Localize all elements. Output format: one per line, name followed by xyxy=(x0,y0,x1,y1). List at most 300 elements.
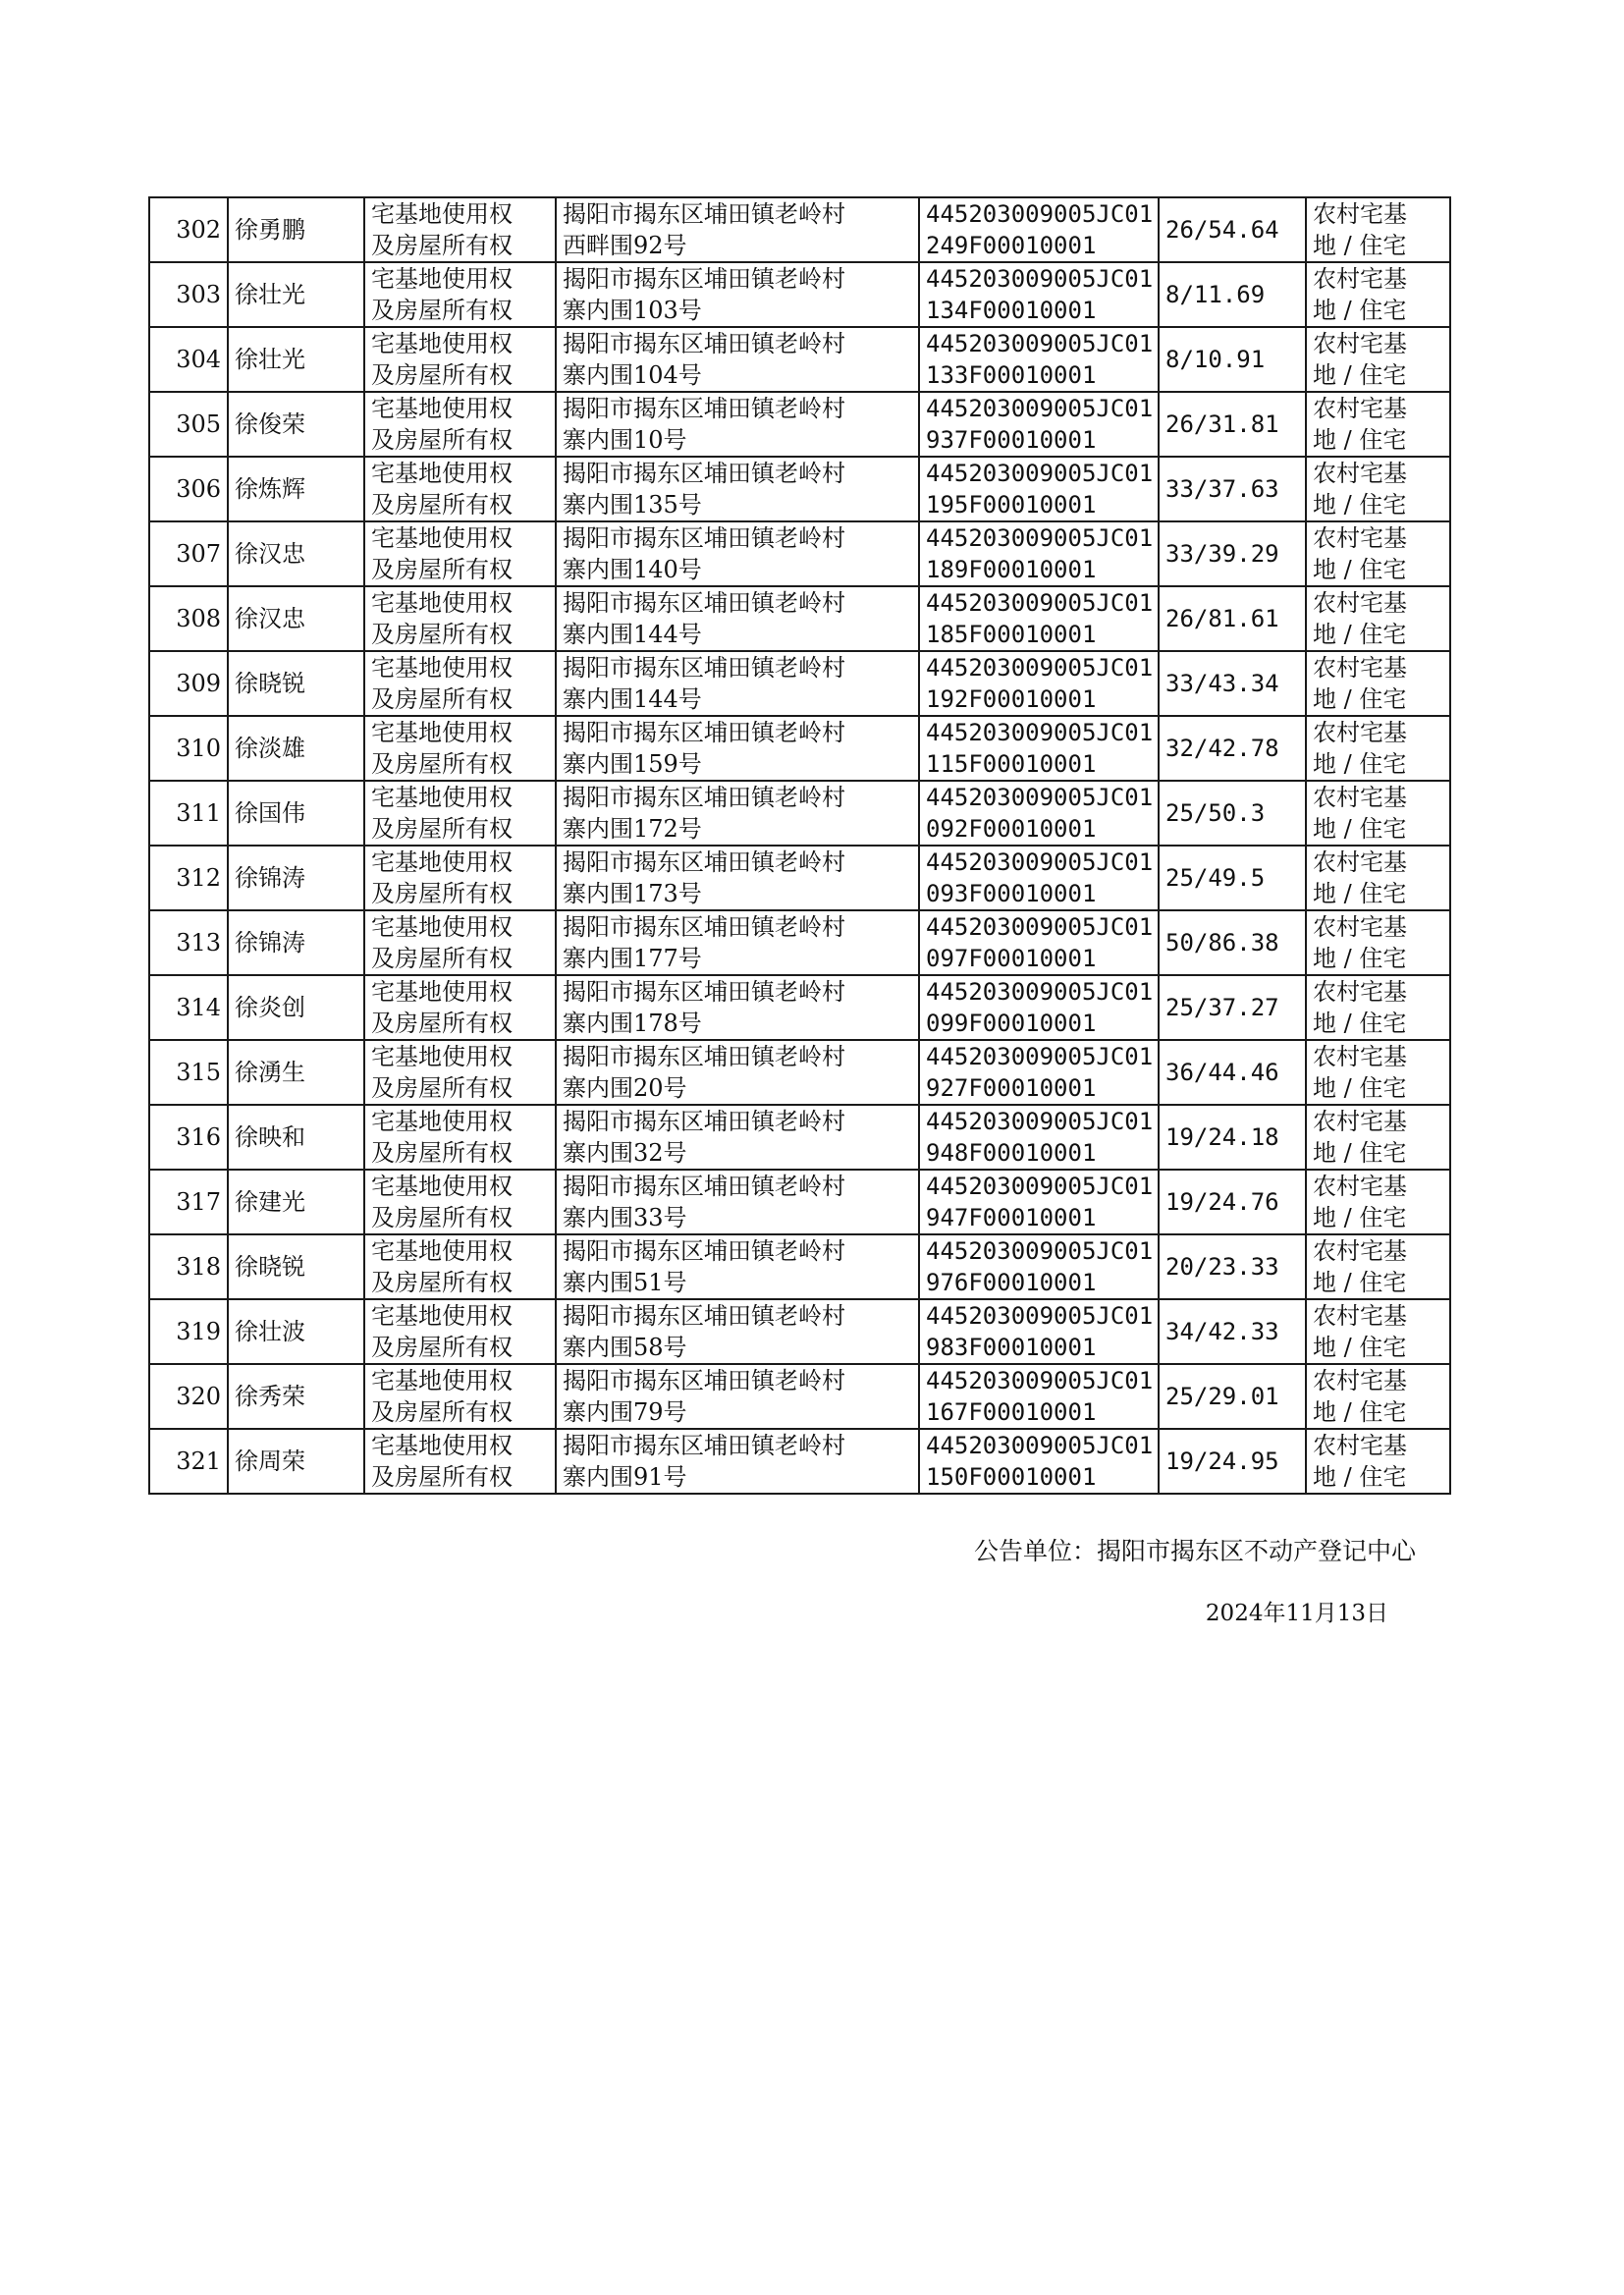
table-row xyxy=(149,716,1450,781)
table-row xyxy=(149,457,1450,521)
land-use-cell xyxy=(1306,262,1450,327)
land-use-cell xyxy=(1306,586,1450,651)
land-use-cell-line2: 地 / 住宅 xyxy=(1313,1398,1407,1426)
property-location-cell xyxy=(556,1234,919,1299)
property-location-cell-line2: 寨内围10号 xyxy=(563,426,687,454)
property-location-cell-line2: 寨内围103号 xyxy=(563,297,702,324)
table-row xyxy=(149,1299,1450,1364)
land-use-cell-line1: 农村宅基 xyxy=(1313,1237,1407,1265)
right-type-cell-line1: 宅基地使用权 xyxy=(371,460,513,487)
unit-number-cell xyxy=(919,392,1159,457)
property-location-cell-line1: 揭阳市揭东区埔田镇老岭村 xyxy=(563,395,845,422)
land-use-cell xyxy=(1306,910,1450,975)
unit-number-cell-line2: 134F00010001 xyxy=(926,297,1097,324)
land-use-cell-line1: 农村宅基 xyxy=(1313,848,1407,876)
unit-number-cell-line2: 150F00010001 xyxy=(926,1463,1097,1491)
area-cell: 19/24.18 xyxy=(1159,1105,1306,1170)
unit-number-cell xyxy=(919,1040,1159,1105)
land-use-cell xyxy=(1306,846,1450,910)
property-location-cell xyxy=(556,781,919,846)
right-type-cell-line2: 及房屋所有权 xyxy=(371,556,513,583)
right-type-cell xyxy=(364,1234,556,1299)
land-use-cell-line2: 地 / 住宅 xyxy=(1313,361,1407,389)
property-location-cell-line2: 寨内围135号 xyxy=(563,491,702,519)
right-type-cell-line2: 及房屋所有权 xyxy=(371,1074,513,1102)
right-type-cell-line2: 及房屋所有权 xyxy=(371,945,513,972)
property-location-cell xyxy=(556,197,919,262)
table-row xyxy=(149,975,1450,1040)
area-cell: 33/39.29 xyxy=(1159,521,1306,586)
right-type-cell-line2: 及房屋所有权 xyxy=(371,815,513,843)
unit-number-cell-line1: 445203009005JC01 xyxy=(926,1302,1154,1330)
area-cell: 19/24.76 xyxy=(1159,1170,1306,1234)
property-location-cell-line1: 揭阳市揭东区埔田镇老岭村 xyxy=(563,1173,845,1200)
unit-number-cell-line2: 093F00010001 xyxy=(926,880,1097,907)
owner-name-cell: 徐周荣 xyxy=(228,1429,364,1494)
unit-number-cell-line2: 947F00010001 xyxy=(926,1204,1097,1231)
unit-number-cell-line1: 445203009005JC01 xyxy=(926,524,1154,552)
issuer-label: 公告单位：揭阳市揭东区不动产登记中心 xyxy=(973,1537,1416,1565)
area-cell: 26/31.81 xyxy=(1159,392,1306,457)
property-location-cell-line2: 寨内围172号 xyxy=(563,815,702,843)
row-number-cell: 314 xyxy=(149,975,228,1040)
property-location-cell xyxy=(556,457,919,521)
unit-number-cell xyxy=(919,651,1159,716)
land-use-cell xyxy=(1306,521,1450,586)
property-location-cell xyxy=(556,1429,919,1494)
area-cell: 25/49.5 xyxy=(1159,846,1306,910)
table-row xyxy=(149,262,1450,327)
land-use-cell-line1: 农村宅基 xyxy=(1313,654,1407,682)
area-cell: 25/37.27 xyxy=(1159,975,1306,1040)
land-use-cell xyxy=(1306,327,1450,392)
right-type-cell-line1: 宅基地使用权 xyxy=(371,848,513,876)
unit-number-cell-line1: 445203009005JC01 xyxy=(926,1173,1154,1200)
property-location-cell-line1: 揭阳市揭东区埔田镇老岭村 xyxy=(563,978,845,1006)
right-type-cell-line2: 及房屋所有权 xyxy=(371,621,513,648)
unit-number-cell-line1: 445203009005JC01 xyxy=(926,200,1154,228)
unit-number-cell xyxy=(919,521,1159,586)
land-use-cell-line2: 地 / 住宅 xyxy=(1313,232,1407,259)
land-use-cell-line1: 农村宅基 xyxy=(1313,1302,1407,1330)
right-type-cell-line2: 及房屋所有权 xyxy=(371,685,513,713)
unit-number-cell-line1: 445203009005JC01 xyxy=(926,784,1154,811)
row-number-cell: 317 xyxy=(149,1170,228,1234)
unit-number-cell-line2: 115F00010001 xyxy=(926,750,1097,778)
area-cell: 26/54.64 xyxy=(1159,197,1306,262)
property-location-cell-line2: 寨内围58号 xyxy=(563,1334,687,1361)
row-number-cell: 313 xyxy=(149,910,228,975)
table-row xyxy=(149,1105,1450,1170)
table-row xyxy=(149,521,1450,586)
property-location-cell-line1: 揭阳市揭东区埔田镇老岭村 xyxy=(563,913,845,941)
land-use-cell-line1: 农村宅基 xyxy=(1313,1043,1407,1070)
unit-number-cell-line1: 445203009005JC01 xyxy=(926,1043,1154,1070)
area-cell: 32/42.78 xyxy=(1159,716,1306,781)
right-type-cell-line2: 及房屋所有权 xyxy=(371,1204,513,1231)
land-use-cell xyxy=(1306,781,1450,846)
land-use-cell-line1: 农村宅基 xyxy=(1313,200,1407,228)
unit-number-cell-line1: 445203009005JC01 xyxy=(926,848,1154,876)
land-use-cell-line2: 地 / 住宅 xyxy=(1313,297,1407,324)
right-type-cell xyxy=(364,1105,556,1170)
right-type-cell xyxy=(364,327,556,392)
land-use-cell xyxy=(1306,457,1450,521)
property-location-cell-line1: 揭阳市揭东区埔田镇老岭村 xyxy=(563,265,845,293)
area-cell: 8/11.69 xyxy=(1159,262,1306,327)
unit-number-cell-line2: 937F00010001 xyxy=(926,426,1097,454)
property-location-cell-line2: 寨内围32号 xyxy=(563,1139,687,1167)
table-row xyxy=(149,197,1450,262)
owner-name-cell: 徐晓锐 xyxy=(228,1234,364,1299)
row-number-cell: 311 xyxy=(149,781,228,846)
property-location-cell-line1: 揭阳市揭东区埔田镇老岭村 xyxy=(563,1302,845,1330)
land-use-cell xyxy=(1306,392,1450,457)
right-type-cell xyxy=(364,392,556,457)
land-use-cell xyxy=(1306,1170,1450,1234)
owner-name-cell: 徐炎创 xyxy=(228,975,364,1040)
property-location-cell-line1: 揭阳市揭东区埔田镇老岭村 xyxy=(563,848,845,876)
land-use-cell-line2: 地 / 住宅 xyxy=(1313,491,1407,519)
unit-number-cell-line1: 445203009005JC01 xyxy=(926,654,1154,682)
land-use-cell-line1: 农村宅基 xyxy=(1313,1367,1407,1394)
owner-name-cell: 徐建光 xyxy=(228,1170,364,1234)
right-type-cell-line1: 宅基地使用权 xyxy=(371,395,513,422)
property-location-cell-line1: 揭阳市揭东区埔田镇老岭村 xyxy=(563,524,845,552)
property-location-cell-line1: 揭阳市揭东区埔田镇老岭村 xyxy=(563,654,845,682)
land-use-cell-line2: 地 / 住宅 xyxy=(1313,1334,1407,1361)
right-type-cell-line1: 宅基地使用权 xyxy=(371,913,513,941)
right-type-cell-line2: 及房屋所有权 xyxy=(371,1139,513,1167)
right-type-cell-line1: 宅基地使用权 xyxy=(371,978,513,1006)
row-number-cell: 302 xyxy=(149,197,228,262)
land-use-cell-line2: 地 / 住宅 xyxy=(1313,750,1407,778)
land-use-cell xyxy=(1306,197,1450,262)
property-location-cell-line1: 揭阳市揭东区埔田镇老岭村 xyxy=(563,1237,845,1265)
unit-number-cell-line1: 445203009005JC01 xyxy=(926,265,1154,293)
area-cell: 33/43.34 xyxy=(1159,651,1306,716)
right-type-cell xyxy=(364,457,556,521)
land-use-cell-line1: 农村宅基 xyxy=(1313,460,1407,487)
right-type-cell-line1: 宅基地使用权 xyxy=(371,1302,513,1330)
area-cell: 8/10.91 xyxy=(1159,327,1306,392)
table-row xyxy=(149,327,1450,392)
unit-number-cell-line2: 097F00010001 xyxy=(926,945,1097,972)
owner-name-cell: 徐湧生 xyxy=(228,1040,364,1105)
right-type-cell xyxy=(364,846,556,910)
right-type-cell-line1: 宅基地使用权 xyxy=(371,1432,513,1459)
right-type-cell xyxy=(364,1170,556,1234)
land-use-cell-line2: 地 / 住宅 xyxy=(1313,880,1407,907)
unit-number-cell xyxy=(919,327,1159,392)
land-use-cell-line2: 地 / 住宅 xyxy=(1313,426,1407,454)
row-number-cell: 316 xyxy=(149,1105,228,1170)
right-type-cell-line2: 及房屋所有权 xyxy=(371,880,513,907)
property-location-cell-line2: 寨内围159号 xyxy=(563,750,702,778)
right-type-cell xyxy=(364,975,556,1040)
right-type-cell-line2: 及房屋所有权 xyxy=(371,1398,513,1426)
land-use-cell-line1: 农村宅基 xyxy=(1313,1432,1407,1459)
unit-number-cell-line2: 092F00010001 xyxy=(926,815,1097,843)
table-row xyxy=(149,1234,1450,1299)
unit-number-cell-line1: 445203009005JC01 xyxy=(926,1108,1154,1135)
unit-number-cell xyxy=(919,457,1159,521)
owner-name-cell: 徐汉忠 xyxy=(228,586,364,651)
land-use-cell xyxy=(1306,1105,1450,1170)
land-use-cell-line2: 地 / 住宅 xyxy=(1313,556,1407,583)
right-type-cell-line2: 及房屋所有权 xyxy=(371,361,513,389)
right-type-cell-line1: 宅基地使用权 xyxy=(371,1173,513,1200)
land-use-cell xyxy=(1306,1429,1450,1494)
unit-number-cell-line2: 983F00010001 xyxy=(926,1334,1097,1361)
land-use-cell-line1: 农村宅基 xyxy=(1313,330,1407,357)
right-type-cell xyxy=(364,651,556,716)
property-location-cell-line2: 寨内围33号 xyxy=(563,1204,687,1231)
row-number-cell: 305 xyxy=(149,392,228,457)
unit-number-cell xyxy=(919,846,1159,910)
property-location-cell-line1: 揭阳市揭东区埔田镇老岭村 xyxy=(563,1367,845,1394)
unit-number-cell xyxy=(919,1299,1159,1364)
unit-number-cell-line2: 249F00010001 xyxy=(926,232,1097,259)
unit-number-cell-line1: 445203009005JC01 xyxy=(926,460,1154,487)
property-location-cell xyxy=(556,846,919,910)
land-use-cell-line1: 农村宅基 xyxy=(1313,719,1407,746)
property-location-cell-line2: 寨内围51号 xyxy=(563,1269,687,1296)
right-type-cell xyxy=(364,781,556,846)
right-type-cell-line2: 及房屋所有权 xyxy=(371,232,513,259)
owner-name-cell: 徐淡雄 xyxy=(228,716,364,781)
property-location-cell xyxy=(556,392,919,457)
land-use-cell-line2: 地 / 住宅 xyxy=(1313,621,1407,648)
unit-number-cell-line1: 445203009005JC01 xyxy=(926,719,1154,746)
property-location-cell-line2: 寨内围140号 xyxy=(563,556,702,583)
right-type-cell-line2: 及房屋所有权 xyxy=(371,750,513,778)
row-number-cell: 307 xyxy=(149,521,228,586)
right-type-cell-line1: 宅基地使用权 xyxy=(371,654,513,682)
property-location-cell xyxy=(556,586,919,651)
owner-name-cell: 徐映和 xyxy=(228,1105,364,1170)
property-location-cell xyxy=(556,651,919,716)
property-location-cell-line2: 寨内围178号 xyxy=(563,1010,702,1037)
unit-number-cell-line2: 192F00010001 xyxy=(926,685,1097,713)
unit-number-cell-line1: 445203009005JC01 xyxy=(926,1432,1154,1459)
unit-number-cell-line1: 445203009005JC01 xyxy=(926,1367,1154,1394)
unit-number-cell xyxy=(919,781,1159,846)
unit-number-cell xyxy=(919,1105,1159,1170)
unit-number-cell xyxy=(919,586,1159,651)
unit-number-cell-line1: 445203009005JC01 xyxy=(926,913,1154,941)
unit-number-cell-line2: 976F00010001 xyxy=(926,1269,1097,1296)
area-cell: 25/50.3 xyxy=(1159,781,1306,846)
property-location-cell-line1: 揭阳市揭东区埔田镇老岭村 xyxy=(563,330,845,357)
land-use-cell xyxy=(1306,1299,1450,1364)
right-type-cell-line2: 及房屋所有权 xyxy=(371,1334,513,1361)
unit-number-cell-line2: 099F00010001 xyxy=(926,1010,1097,1037)
land-use-cell xyxy=(1306,651,1450,716)
right-type-cell xyxy=(364,1429,556,1494)
land-use-cell-line2: 地 / 住宅 xyxy=(1313,1463,1407,1491)
property-location-cell-line2: 寨内围144号 xyxy=(563,621,702,648)
row-number-cell: 306 xyxy=(149,457,228,521)
property-location-cell xyxy=(556,262,919,327)
unit-number-cell-line1: 445203009005JC01 xyxy=(926,395,1154,422)
owner-name-cell: 徐壮波 xyxy=(228,1299,364,1364)
owner-name-cell: 徐秀荣 xyxy=(228,1364,364,1429)
owner-name-cell: 徐锦涛 xyxy=(228,910,364,975)
right-type-cell-line2: 及房屋所有权 xyxy=(371,1463,513,1491)
land-use-cell xyxy=(1306,1234,1450,1299)
unit-number-cell xyxy=(919,1364,1159,1429)
owner-name-cell: 徐锦涛 xyxy=(228,846,364,910)
right-type-cell-line2: 及房屋所有权 xyxy=(371,491,513,519)
land-use-cell-line1: 农村宅基 xyxy=(1313,1173,1407,1200)
unit-number-cell-line2: 167F00010001 xyxy=(926,1398,1097,1426)
land-use-cell-line2: 地 / 住宅 xyxy=(1313,945,1407,972)
unit-number-cell xyxy=(919,262,1159,327)
property-location-cell-line1: 揭阳市揭东区埔田镇老岭村 xyxy=(563,1043,845,1070)
unit-number-cell-line2: 133F00010001 xyxy=(926,361,1097,389)
row-number-cell: 309 xyxy=(149,651,228,716)
area-cell: 36/44.46 xyxy=(1159,1040,1306,1105)
property-location-cell-line2: 寨内围20号 xyxy=(563,1074,687,1102)
right-type-cell-line1: 宅基地使用权 xyxy=(371,719,513,746)
table-row xyxy=(149,910,1450,975)
right-type-cell-line2: 及房屋所有权 xyxy=(371,426,513,454)
right-type-cell xyxy=(364,521,556,586)
owner-name-cell: 徐勇鹏 xyxy=(228,197,364,262)
row-number-cell: 310 xyxy=(149,716,228,781)
property-location-cell xyxy=(556,910,919,975)
unit-number-cell-line1: 445203009005JC01 xyxy=(926,1237,1154,1265)
right-type-cell-line2: 及房屋所有权 xyxy=(371,297,513,324)
property-location-cell-line2: 寨内围91号 xyxy=(563,1463,687,1491)
owner-name-cell: 徐俊荣 xyxy=(228,392,364,457)
property-location-cell xyxy=(556,1364,919,1429)
registration-table xyxy=(148,196,1451,1495)
row-number-cell: 308 xyxy=(149,586,228,651)
property-location-cell-line1: 揭阳市揭东区埔田镇老岭村 xyxy=(563,200,845,228)
right-type-cell-line1: 宅基地使用权 xyxy=(371,524,513,552)
row-number-cell: 312 xyxy=(149,846,228,910)
land-use-cell-line1: 农村宅基 xyxy=(1313,1108,1407,1135)
table-row xyxy=(149,1364,1450,1429)
property-location-cell-line1: 揭阳市揭东区埔田镇老岭村 xyxy=(563,589,845,617)
owner-name-cell: 徐晓锐 xyxy=(228,651,364,716)
land-use-cell-line2: 地 / 住宅 xyxy=(1313,1269,1407,1296)
table-body xyxy=(149,197,1450,1494)
land-use-cell-line1: 农村宅基 xyxy=(1313,589,1407,617)
property-location-cell-line1: 揭阳市揭东区埔田镇老岭村 xyxy=(563,1432,845,1459)
right-type-cell-line1: 宅基地使用权 xyxy=(371,1043,513,1070)
land-use-cell-line1: 农村宅基 xyxy=(1313,784,1407,811)
right-type-cell-line1: 宅基地使用权 xyxy=(371,1367,513,1394)
area-cell: 20/23.33 xyxy=(1159,1234,1306,1299)
land-use-cell-line1: 农村宅基 xyxy=(1313,913,1407,941)
unit-number-cell xyxy=(919,1170,1159,1234)
row-number-cell: 315 xyxy=(149,1040,228,1105)
unit-number-cell-line2: 948F00010001 xyxy=(926,1139,1097,1167)
area-cell: 26/81.61 xyxy=(1159,586,1306,651)
table-row xyxy=(149,1040,1450,1105)
land-use-cell-line1: 农村宅基 xyxy=(1313,395,1407,422)
right-type-cell-line1: 宅基地使用权 xyxy=(371,589,513,617)
area-cell: 34/42.33 xyxy=(1159,1299,1306,1364)
table-row xyxy=(149,1170,1450,1234)
right-type-cell xyxy=(364,716,556,781)
land-use-cell-line2: 地 / 住宅 xyxy=(1313,815,1407,843)
property-location-cell xyxy=(556,975,919,1040)
unit-number-cell xyxy=(919,1234,1159,1299)
owner-name-cell: 徐炼辉 xyxy=(228,457,364,521)
unit-number-cell xyxy=(919,716,1159,781)
property-location-cell xyxy=(556,1170,919,1234)
table-row xyxy=(149,586,1450,651)
table-row xyxy=(149,392,1450,457)
unit-number-cell xyxy=(919,1429,1159,1494)
right-type-cell-line2: 及房屋所有权 xyxy=(371,1010,513,1037)
owner-name-cell: 徐壮光 xyxy=(228,327,364,392)
land-use-cell-line2: 地 / 住宅 xyxy=(1313,1139,1407,1167)
land-use-cell xyxy=(1306,1364,1450,1429)
land-use-cell-line1: 农村宅基 xyxy=(1313,265,1407,293)
unit-number-cell xyxy=(919,910,1159,975)
area-cell: 33/37.63 xyxy=(1159,457,1306,521)
unit-number-cell xyxy=(919,197,1159,262)
table-row xyxy=(149,846,1450,910)
area-cell: 50/86.38 xyxy=(1159,910,1306,975)
land-use-cell-line1: 农村宅基 xyxy=(1313,524,1407,552)
right-type-cell xyxy=(364,1299,556,1364)
right-type-cell xyxy=(364,197,556,262)
table-row xyxy=(149,1429,1450,1494)
property-location-cell-line2: 寨内围144号 xyxy=(563,685,702,713)
unit-number-cell-line2: 195F00010001 xyxy=(926,491,1097,519)
owner-name-cell: 徐国伟 xyxy=(228,781,364,846)
unit-number-cell-line1: 445203009005JC01 xyxy=(926,330,1154,357)
property-location-cell-line1: 揭阳市揭东区埔田镇老岭村 xyxy=(563,460,845,487)
land-use-cell xyxy=(1306,975,1450,1040)
right-type-cell xyxy=(364,910,556,975)
land-use-cell-line2: 地 / 住宅 xyxy=(1313,1010,1407,1037)
right-type-cell-line1: 宅基地使用权 xyxy=(371,784,513,811)
unit-number-cell-line2: 927F00010001 xyxy=(926,1074,1097,1102)
row-number-cell: 319 xyxy=(149,1299,228,1364)
land-use-cell-line2: 地 / 住宅 xyxy=(1313,1204,1407,1231)
unit-number-cell-line1: 445203009005JC01 xyxy=(926,978,1154,1006)
land-use-cell xyxy=(1306,1040,1450,1105)
property-location-cell-line2: 寨内围177号 xyxy=(563,945,702,972)
right-type-cell-line1: 宅基地使用权 xyxy=(371,200,513,228)
property-location-cell-line1: 揭阳市揭东区埔田镇老岭村 xyxy=(563,1108,845,1135)
table-row xyxy=(149,781,1450,846)
unit-number-cell xyxy=(919,975,1159,1040)
unit-number-cell-line1: 445203009005JC01 xyxy=(926,589,1154,617)
row-number-cell: 320 xyxy=(149,1364,228,1429)
property-location-cell xyxy=(556,1105,919,1170)
area-cell: 19/24.95 xyxy=(1159,1429,1306,1494)
row-number-cell: 321 xyxy=(149,1429,228,1494)
right-type-cell xyxy=(364,586,556,651)
right-type-cell-line2: 及房屋所有权 xyxy=(371,1269,513,1296)
right-type-cell-line1: 宅基地使用权 xyxy=(371,330,513,357)
area-cell: 25/29.01 xyxy=(1159,1364,1306,1429)
announcement-date: 2024年11月13日 xyxy=(1205,1601,1388,1626)
property-location-cell xyxy=(556,1299,919,1364)
property-location-cell-line2: 寨内围173号 xyxy=(563,880,702,907)
land-use-cell-line2: 地 / 住宅 xyxy=(1313,1074,1407,1102)
table-row xyxy=(149,651,1450,716)
land-use-cell-line1: 农村宅基 xyxy=(1313,978,1407,1006)
